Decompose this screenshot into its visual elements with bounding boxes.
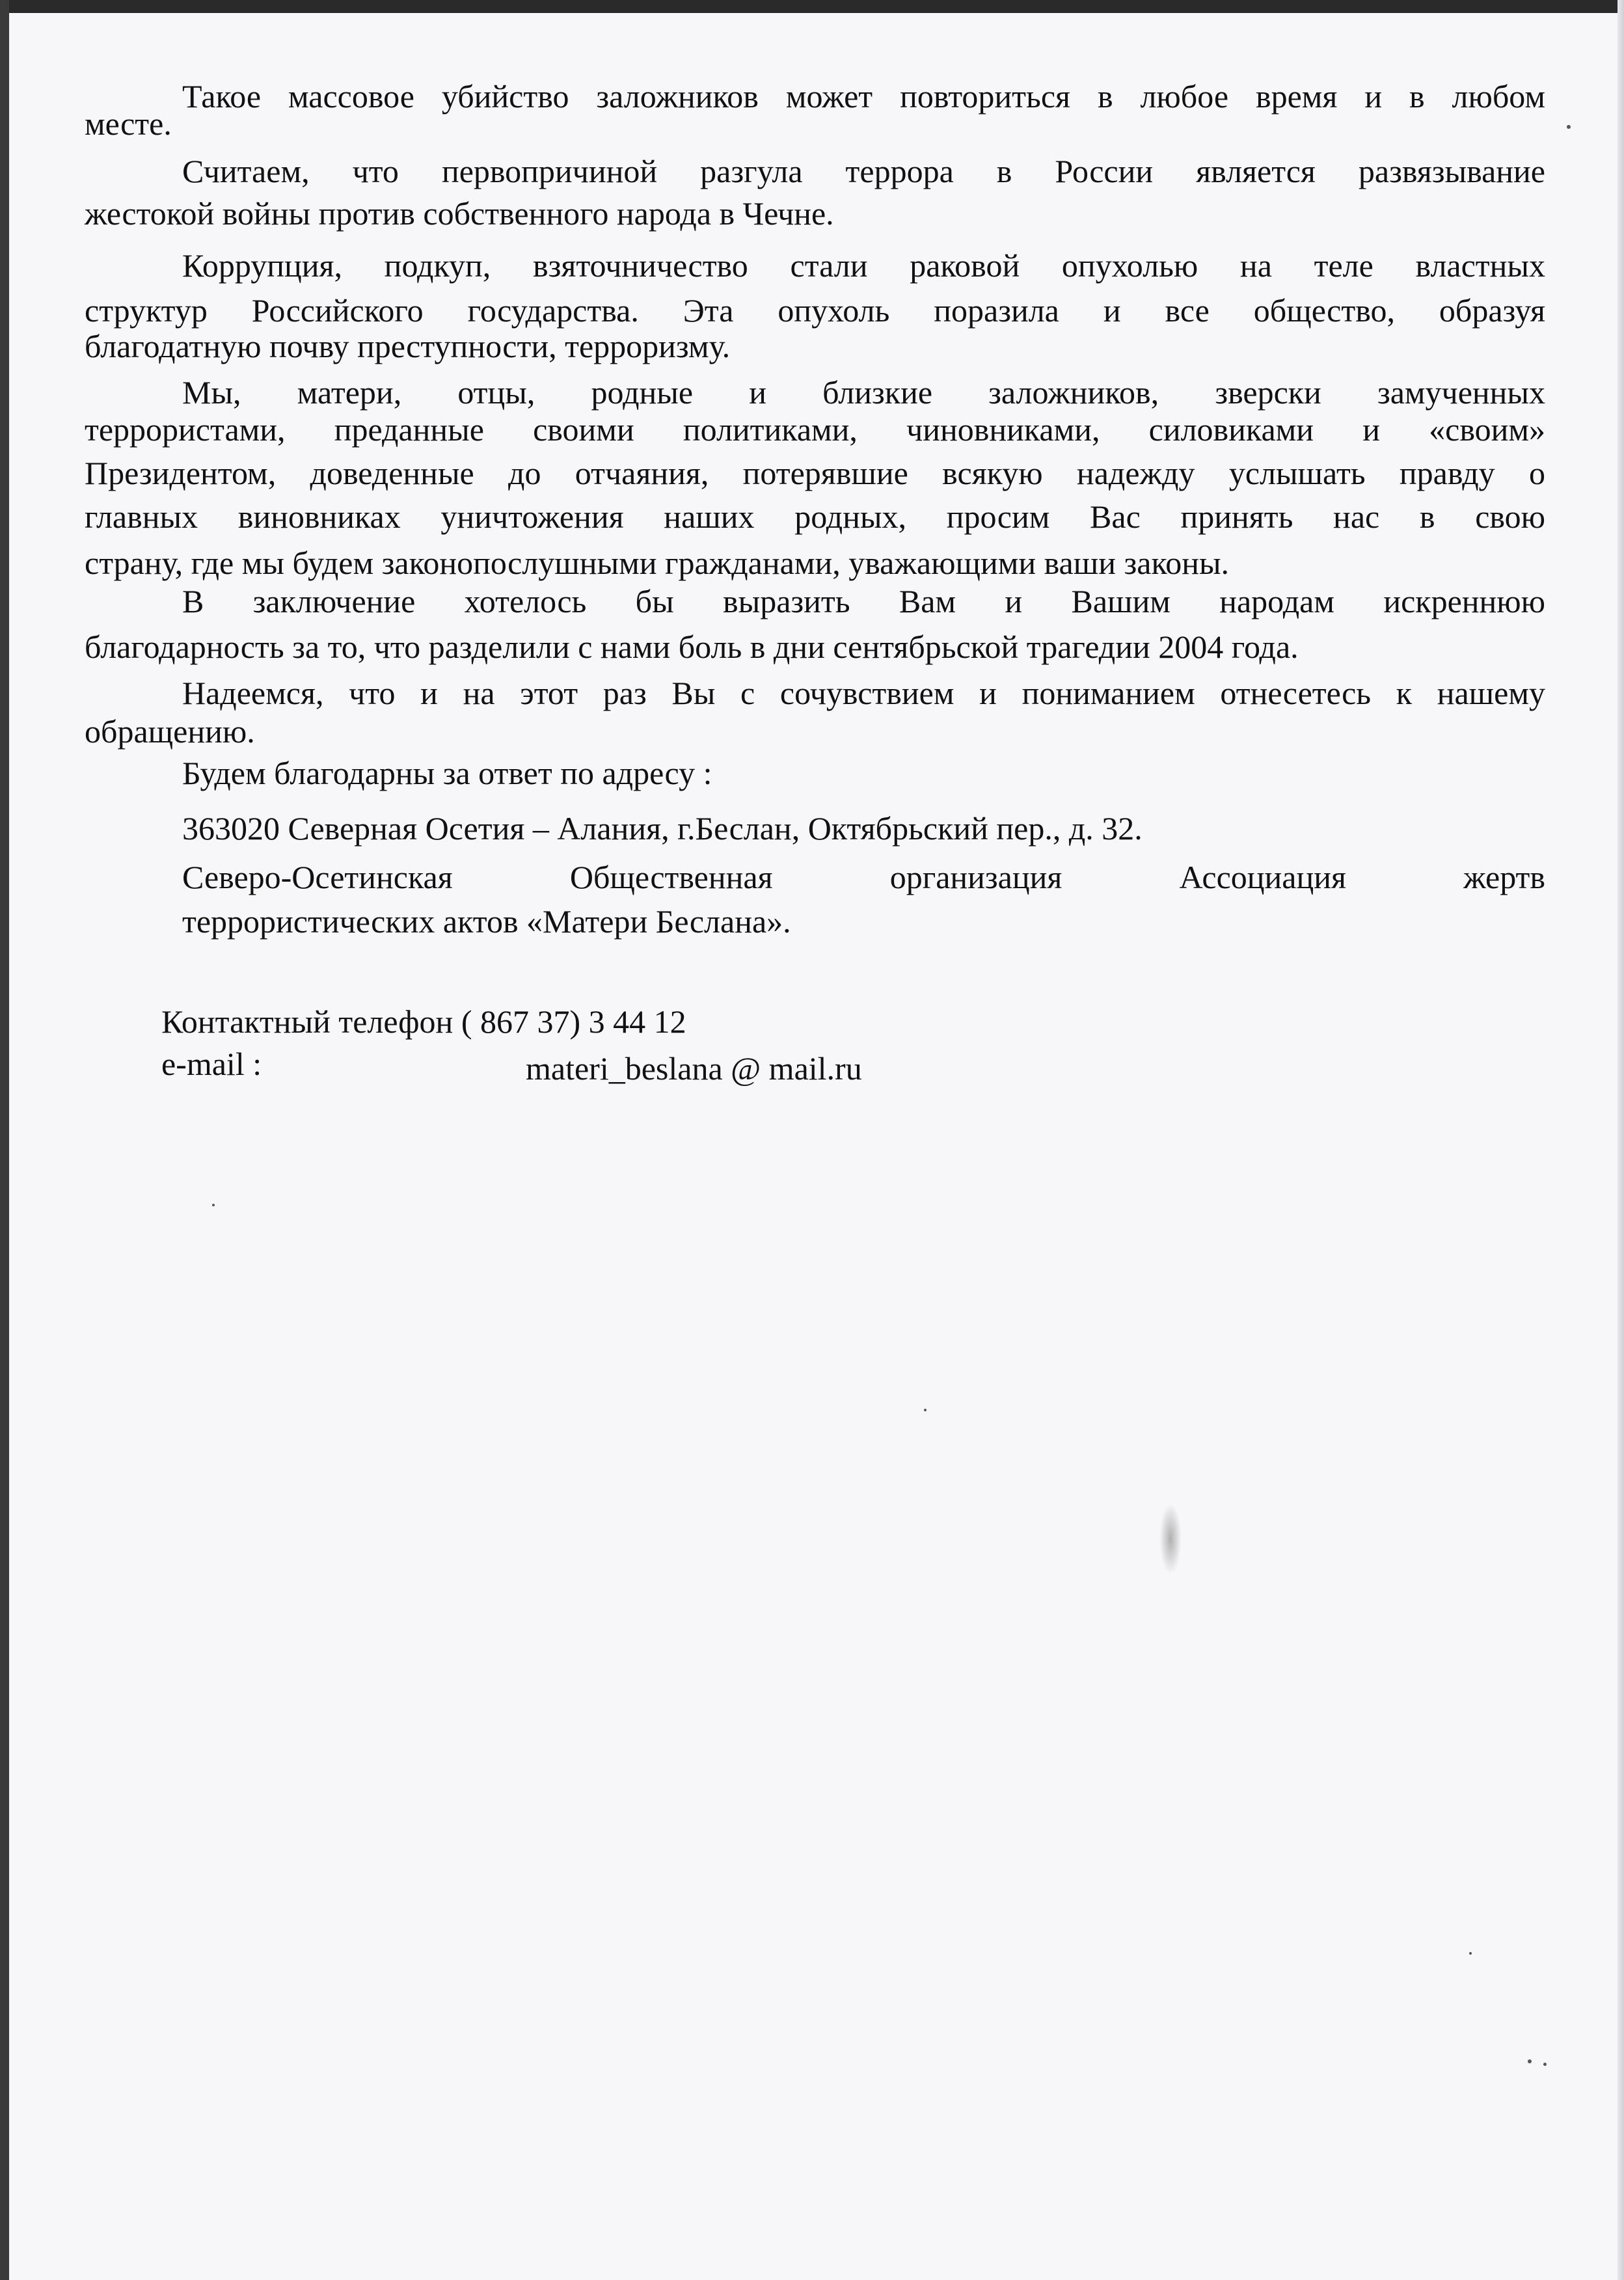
- paragraph-6-line-2: обращению.: [85, 713, 255, 750]
- paragraph-3-line-3: благодатную почву преступности, терроризму.: [85, 328, 731, 364]
- paragraph-4-line-2: террористами, преданные своими политиками, чиновниками, силовиками и «своим»: [85, 411, 1545, 448]
- paragraph-6-line-1: Надеемся, что и на этот раз Вы с сочувствием и пониманием отнесетесь к нашему: [182, 675, 1545, 711]
- organization-line-2: террористических актов «Матери Беслана».: [182, 903, 791, 940]
- paragraph-2-line-2: жестокой войны против собственного народа в Чечне.: [85, 195, 834, 232]
- contact-phone: Контактный телефон ( 867 37) 3 44 12: [161, 1003, 686, 1040]
- paragraph-3-line-2: структур Российского государства. Эта опухоль поразила и все общество, образуя: [85, 292, 1545, 329]
- scan-speck: [212, 1204, 215, 1206]
- scan-speck: [924, 1409, 927, 1411]
- postal-address: 363020 Северная Осетия – Алания, г.Беслан, Октябрьский пер., д. 32.: [182, 810, 1143, 847]
- paragraph-4-line-3: Президентом, доведенные до отчаяния, потерявшие всякую надежду услышать правду о: [85, 455, 1545, 491]
- paragraph-4-line-4: главных виновниках уничтожения наших родных, просим Вас принять нас в свою: [85, 498, 1545, 535]
- paragraph-1-line-1: Такое массовое убийство заложников может повториться в любое время и в любом: [182, 78, 1545, 115]
- scan-edge-left: [0, 0, 9, 2280]
- email-label: e-mail :: [161, 1046, 262, 1082]
- scan-speck: [1469, 1952, 1472, 1955]
- scan-smudge: [1159, 1503, 1182, 1575]
- paragraph-4-line-5: страну, где мы будем законопослушными гражданами, уважающими ваши законы.: [85, 545, 1230, 581]
- scan-edge-right: [1617, 0, 1624, 2280]
- paragraph-3-line-1: Коррупция, подкуп, взяточничество стали раковой опухолью на теле властных: [182, 247, 1545, 284]
- reply-request: Будем благодарны за ответ по адресу :: [182, 755, 712, 791]
- scan-edge-top: [0, 0, 1624, 13]
- scan-speck: [1567, 125, 1571, 129]
- paragraph-2-line-1: Считаем, что первопричиной разгула террора в России является развязывание: [182, 153, 1545, 189]
- scan-speck: [1528, 2059, 1532, 2063]
- scan-speck: [1543, 2063, 1547, 2066]
- paragraph-5-line-2: благодарность за то, что разделили с нами боль в дни сентябрьской трагедии 2004 года.: [85, 629, 1299, 665]
- organization-line-1: Северо-Осетинская Общественная организация Ассоциация жертв: [182, 859, 1545, 895]
- paragraph-1-line-2: месте.: [85, 105, 172, 142]
- paragraph-5-line-1: В заключение хотелось бы выразить Вам и Вашим народам искреннюю: [182, 583, 1545, 619]
- paragraph-4-line-1: Мы, матери, отцы, родные и близкие заложников, зверски замученных: [182, 374, 1545, 411]
- email-address: materi_beslana @ mail.ru: [526, 1050, 862, 1087]
